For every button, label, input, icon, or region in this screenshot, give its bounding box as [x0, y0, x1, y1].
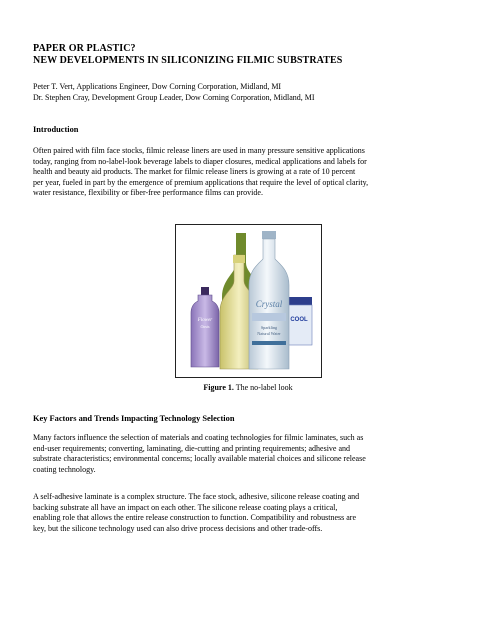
intro-line: health and beauty aid products. The market for filmic release liners is growing at a rate of 10 percent [33, 167, 356, 176]
title-line-1: PAPER OR PLASTIC? [33, 43, 136, 54]
paragraph-line: key, but the silicone technology used can also drive process decisions and other trade-offs. [33, 523, 323, 533]
intro-line: water resistance, flexibility or fiber-free performance films can provide. [33, 188, 263, 197]
water-bottle-stripe [252, 341, 286, 345]
key-factors-paragraph-2 [33, 492, 473, 534]
figure-1-caption [33, 383, 463, 393]
water-bottle-brand: Crystal [255, 299, 283, 309]
jar-label: COOL [290, 317, 308, 323]
paragraph-line: substrate characteristics; environmental concerns; locally available material choices and silicone release [33, 454, 366, 463]
paragraph-line: A self-adhesive laminate is a complex structure. The face stock, adhesive, silicone release coating and [33, 492, 360, 501]
author-2: Dr. Stephen Cray, Development Group Leader, Dow Corning Corporation, Midland, MI [33, 93, 315, 102]
bottles-photo [176, 225, 321, 377]
purple-bottle-label-2: Oasis [200, 324, 210, 329]
purple-bottle-label-1: Flower [197, 318, 213, 323]
paragraph-line: end-user requirements; converting, laminating, die-cutting and printing requirements; adhesive and [33, 443, 351, 453]
introduction-paragraph [33, 146, 473, 199]
water-bottle-cap [262, 231, 276, 239]
paragraph-line: enabling role that allows the entire release construction to function. Compatibility and robustness are [33, 513, 357, 522]
paragraph-line: Many factors influence the selection of materials and coating technologies for filmic laminates, such as [33, 433, 364, 442]
author-list [33, 81, 473, 103]
paper-title [33, 43, 473, 67]
intro-line: today, ranging from no-label-look beverage labels to diaper closures, medical applications and labels for [33, 156, 367, 166]
water-bottle-sub-2: Natural Water [257, 331, 281, 336]
figure-caption-text: The no-label look [233, 383, 293, 392]
intro-line: Often paired with film face stocks, filmic release liners are used in many pressure sensitive applications [33, 146, 365, 155]
key-factors-paragraph-1 [33, 433, 473, 475]
purple-bottle-shape [191, 295, 219, 367]
water-bottle-band [252, 313, 286, 321]
water-bottle-sub-1: Sparkling [260, 325, 278, 330]
author-1: Peter T. Vert, Applications Engineer, Dow Corning Corporation, Midland, MI [33, 82, 282, 91]
wine-cap [233, 255, 245, 263]
figure-1-image [175, 224, 322, 378]
key-factors-heading: Key Factors and Trends Impacting Technology Selection [33, 414, 235, 423]
paragraph-line: backing substrate all have an impact on each other. The silicone release coating plays a critical, [33, 502, 338, 512]
title-line-2: NEW DEVELOPMENTS IN SILICONIZING FILMIC SUBSTRATES [33, 55, 343, 66]
paragraph-line: coating technology. [33, 464, 96, 474]
introduction-heading: Introduction [33, 125, 79, 134]
purple-bottle-cap [201, 287, 209, 295]
jar-lid [286, 297, 312, 305]
intro-line: per year, fueled in part by the emergence of premium applications that require the level of optical clarity, [33, 177, 369, 187]
figure-label: Figure 1. [203, 383, 234, 392]
jar-body [286, 305, 312, 345]
